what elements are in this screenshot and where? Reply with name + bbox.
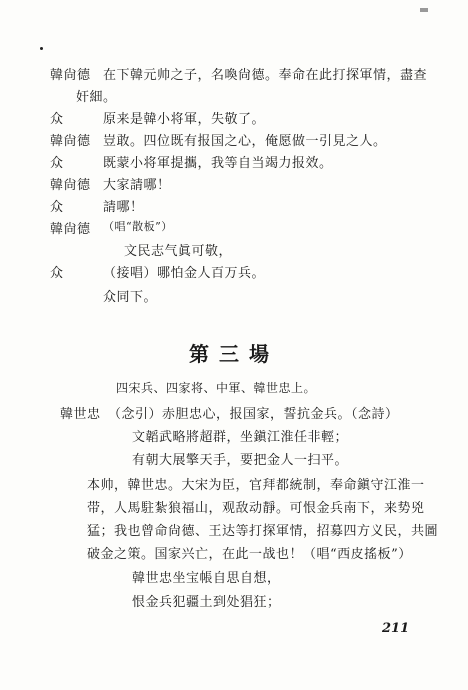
page-number: 211 [382, 621, 410, 636]
dialogue-line: 豈敢。四位既有报国之心，俺愿做一引見之人。 [103, 134, 387, 149]
speaker: 韓世忠 [60, 407, 101, 422]
dialogue-line: （接唱）哪怕金人百万兵。 [103, 266, 266, 281]
verse-line: 韓世忠坐宝帳自思自想， [132, 571, 281, 586]
dialogue-line: 大家請哪！ [103, 178, 171, 193]
prose-line: 猛；我也曾命尙德、王达等打探軍情，招募四方义民，共圖 [87, 524, 439, 539]
speaker: 众 [50, 266, 64, 281]
speaker: 众 [50, 156, 64, 171]
dialogue-line: 請哪！ [103, 200, 144, 215]
speaker: 众 [50, 200, 64, 215]
speaker: 韓尙德 [50, 134, 91, 149]
scene-title: 第三場 [189, 342, 279, 366]
stage-direction: 众同下。 [103, 290, 158, 305]
dialogue-line: （念引）赤胆忠心，报国家，誓抗金兵。（念詩） [108, 407, 399, 422]
speaker: 众 [50, 112, 64, 127]
dialogue-line: 原来是韓小将軍，失敬了。 [103, 112, 266, 127]
speaker: 韓尙德 [50, 68, 91, 83]
stage-direction: （唱“散板”） [103, 220, 173, 233]
scan-mark [420, 8, 428, 12]
verse-line: 有朝大展擎天手，要把金人一扫平。 [132, 453, 349, 468]
speaker: 韓尙德 [50, 178, 91, 193]
verse-line: 文韜武略將超群，坐鎭江淮任非輕； [132, 430, 349, 445]
verse-line: 恨金兵犯疆土到处猖狂； [132, 595, 281, 610]
prose-line: 本帅，韓世忠。大宋为臣，官拜都統制，奉命鎭守江淮一 [87, 478, 425, 493]
dialogue-line: 奸細。 [76, 90, 117, 105]
stage-direction: 四宋兵、四家将、中軍、韓世忠上。 [116, 381, 317, 395]
prose-line: 破金之策。国家兴亡，在此一战也！（唱“西皮搖板”） [87, 547, 412, 562]
dialogue-line: 在下韓元帅之子，名喚尙德。奉命在此打探軍情，盡查 [103, 68, 428, 83]
dialogue-line: 既蒙小将軍提攜，我等自当竭力报效。 [103, 156, 333, 171]
speaker: 韓尙德 [50, 222, 91, 237]
prose-line: 带，人馬駐紮狼福山，观敌动靜。可恨金兵南下，来势兇 [87, 501, 425, 516]
scan-dot [40, 47, 43, 50]
verse-line: 文民志气眞可敬， [124, 244, 233, 259]
